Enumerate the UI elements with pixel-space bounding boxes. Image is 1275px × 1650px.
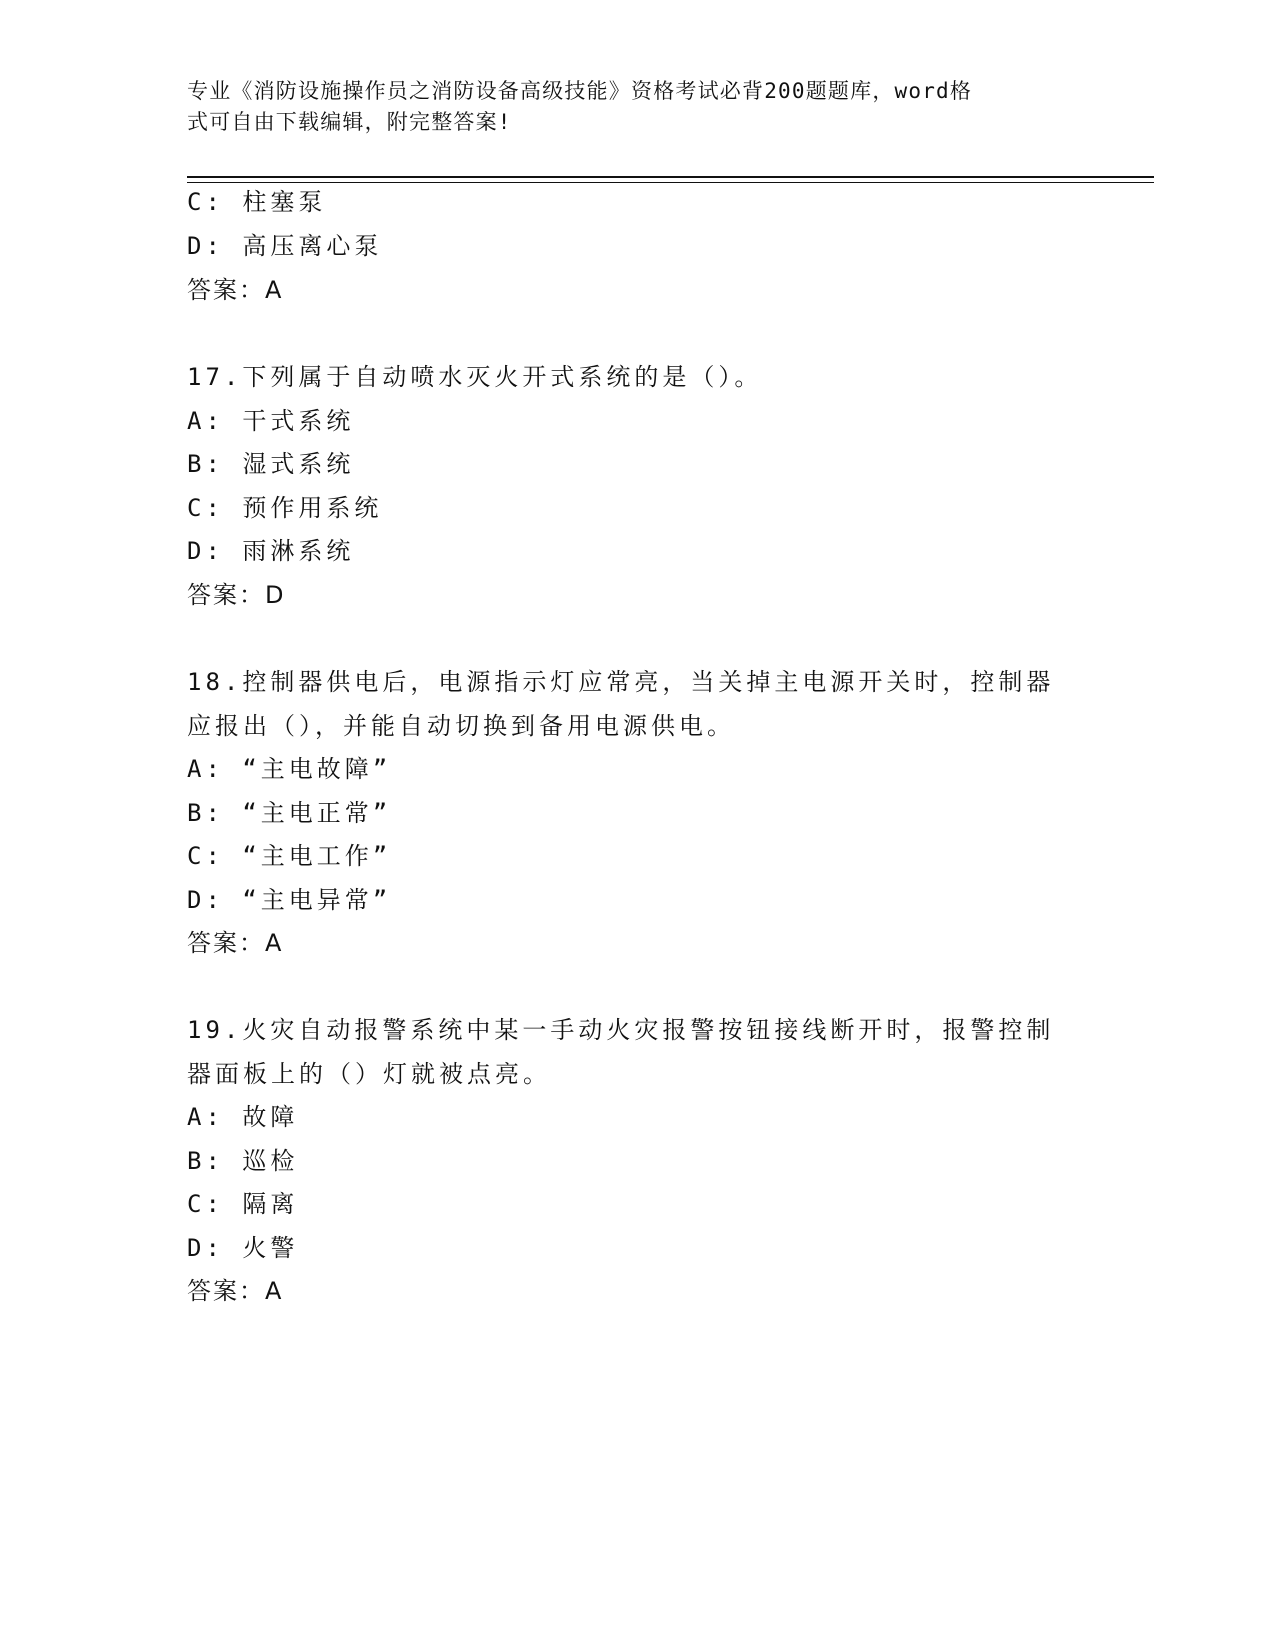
document-header: [187, 76, 1087, 138]
q19-stem-line-1: 19.火灾自动报警系统中某一手动火灾报警按钮接线断开时，报警控制: [187, 1016, 1055, 1044]
q19-option-c: C: 隔离: [187, 1190, 299, 1218]
q19-option-a: A: 故障: [187, 1103, 299, 1131]
q16-option-c: C: 柱塞泵: [187, 188, 327, 216]
q18-stem-line-1: 18.控制器供电后，电源指示灯应常亮，当关掉主电源开关时，控制器: [187, 668, 1055, 696]
q16-answer: 答案：A: [187, 276, 284, 304]
q18-option-a: A: “主电故障”: [187, 755, 392, 783]
header-line-2: 式可自由下载编辑，附完整答案!: [187, 110, 512, 134]
q17-answer: 答案：D: [187, 581, 286, 609]
q16-option-d: D: 高压离心泵: [187, 232, 383, 260]
q17-option-a: A: 干式系统: [187, 407, 355, 435]
header-line-1: 专业《消防设施操作员之消防设备高级技能》资格考试必背200题题库，word格: [187, 79, 973, 103]
header-divider-thin: [187, 182, 1154, 183]
q19-option-d: D: 火警: [187, 1234, 299, 1262]
q18-option-d: D: “主电异常”: [187, 886, 392, 914]
q17-option-d: D: 雨淋系统: [187, 537, 355, 565]
q18-option-b: B: “主电正常”: [187, 799, 392, 827]
q17-option-c: C: 预作用系统: [187, 494, 383, 522]
q18-option-c: C: “主电工作”: [187, 842, 392, 870]
q19-stem-line-2: 器面板上的（）灯就被点亮。: [187, 1060, 551, 1088]
q17-stem: 17.下列属于自动喷水灭火开式系统的是（）。: [187, 363, 763, 391]
header-divider-thick: [187, 176, 1154, 178]
q17-option-b: B: 湿式系统: [187, 450, 355, 478]
q18-answer: 答案：A: [187, 929, 284, 957]
q19-answer: 答案：A: [187, 1277, 284, 1305]
q18-stem-line-2: 应报出（），并能自动切换到备用电源供电。: [187, 712, 735, 740]
q19-option-b: B: 巡检: [187, 1147, 299, 1175]
